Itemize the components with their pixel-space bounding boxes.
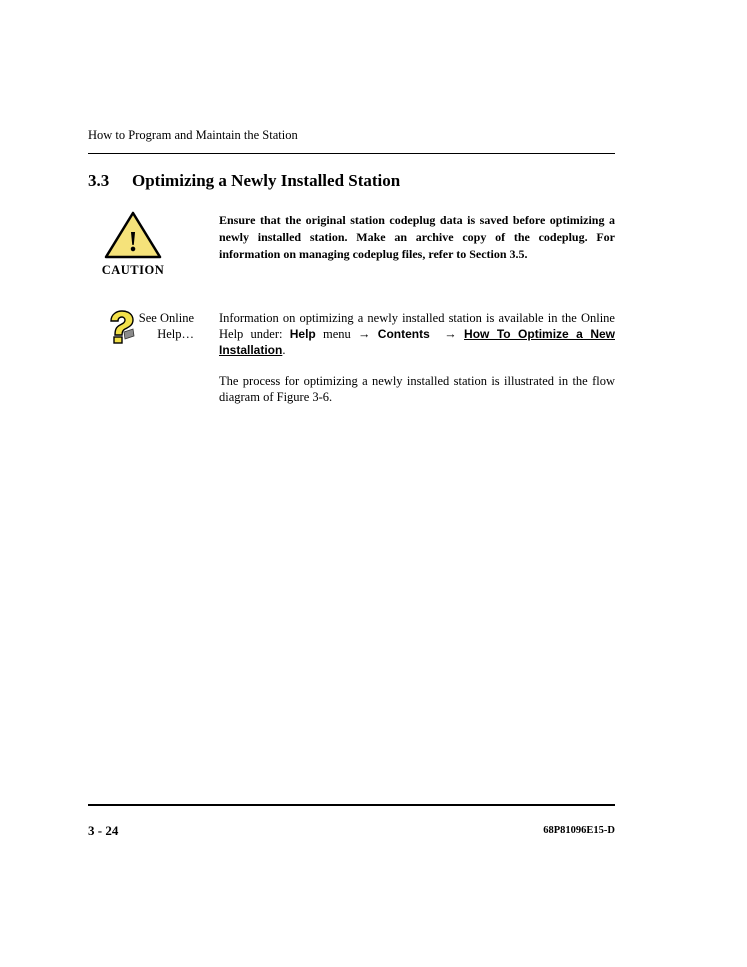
- section-number: 3.3: [88, 171, 110, 190]
- section-title: Optimizing a Newly Installed Station: [132, 171, 401, 190]
- menu-word: menu: [323, 327, 351, 341]
- online-help-paragraph: [219, 310, 615, 358]
- page-number: 3 - 24: [88, 823, 119, 838]
- end-punctuation: .: [282, 343, 286, 357]
- see-online-line1: See Online: [138, 311, 194, 325]
- see-online-line2: Help…: [157, 327, 194, 341]
- see-online-help-label: [128, 310, 194, 342]
- footer-rule: [88, 804, 615, 806]
- warning-glyph: !: [128, 227, 138, 258]
- section-heading: [88, 171, 400, 191]
- help-topic-link[interactable]: How To Optimize a New Installation: [219, 327, 615, 357]
- caution-text: Ensure that the original station codeplug data is saved before optimizing a newly installed station. Make an archive copy of the codeplug. For information on managing codeplug files, refer to Section 3.5.: [219, 213, 615, 261]
- contents-menu-name: Contents: [377, 327, 430, 341]
- caution-label: CAUTION: [101, 263, 165, 277]
- help-menu-name: Help: [289, 327, 316, 341]
- arrow-2: →: [444, 327, 457, 341]
- running-header: How to Program and Maintain the Station: [88, 128, 298, 142]
- caution-block: [100, 210, 166, 278]
- arrow-1: →: [358, 327, 371, 341]
- document-id: 68P81096E15-D: [543, 825, 615, 836]
- warning-triangle-icon: [103, 210, 163, 260]
- help-intro-text: Information on optimizing a newly installed station is available in the Online Help under:: [219, 311, 615, 341]
- header-rule: [88, 153, 615, 154]
- flow-diagram-paragraph: The process for optimizing a newly installed station is illustrated in the flow diagram of Figure 3-6.: [219, 374, 615, 404]
